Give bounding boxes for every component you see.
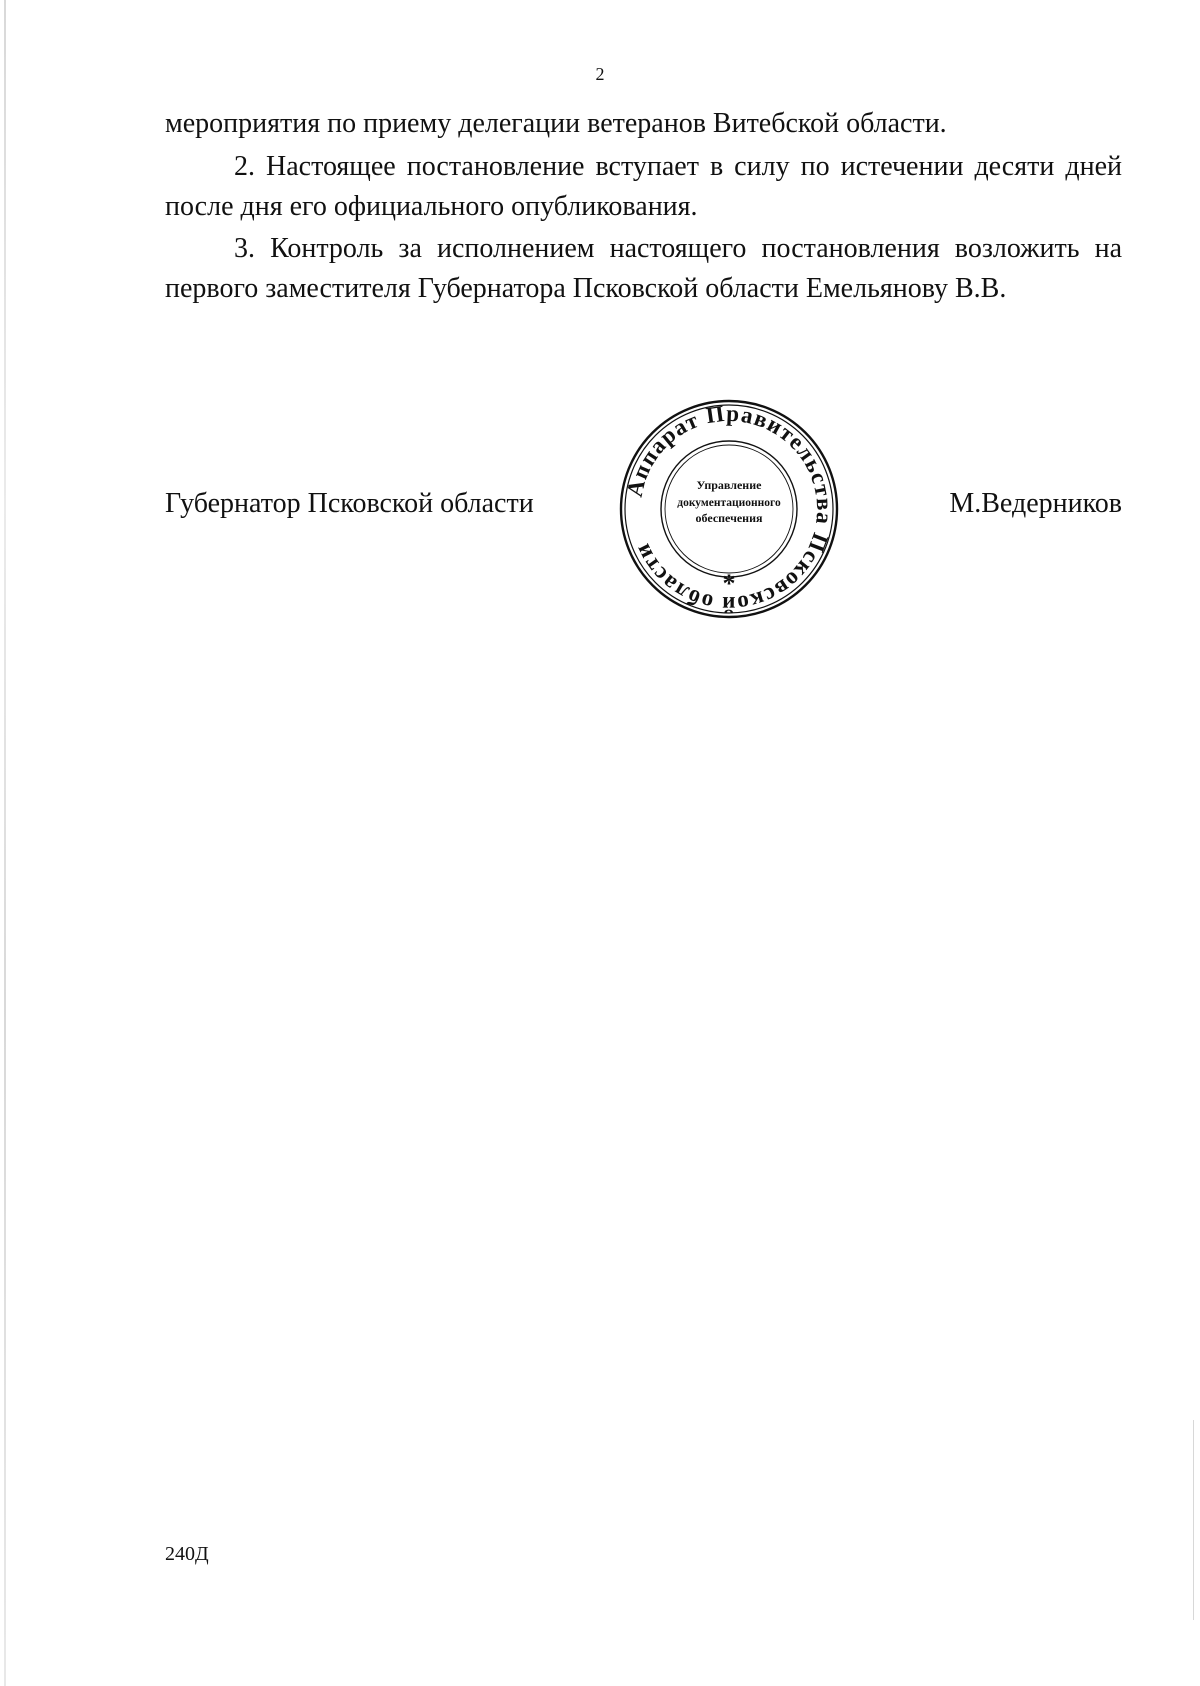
seal-center-line-1: Управление — [696, 478, 762, 492]
seal-ring-text: Аппарат Правительства Псковской области — [621, 400, 838, 618]
seal-center-line-3: обеспечения — [695, 511, 763, 525]
document-code: 240Д — [165, 1543, 209, 1565]
scan-edge-left — [4, 0, 6, 1686]
seal-icon — [617, 397, 841, 621]
page-number: 2 — [595, 64, 605, 84]
seal-star: * — [722, 569, 736, 598]
scan-edge-right — [1193, 1420, 1194, 1620]
signatory-title: Губернатор Псковской области — [165, 488, 534, 519]
official-seal-stamp — [617, 397, 841, 621]
paragraph-3: 3. Контроль за исполнением настоящего постановления возложить на первого заместителя Губернатора Псковской области Емельянову В.В. — [165, 233, 1122, 304]
paragraph-continuation: мероприятия по приему делегации ветеранов Витебской области. — [165, 108, 947, 139]
seal-center-line-2: документационного — [677, 497, 781, 509]
signatory-name: М.Ведерников — [949, 488, 1122, 519]
paragraph-2: 2. Настоящее постановление вступает в силу по истечении десяти дней после дня его официального опубликования. — [165, 151, 1122, 222]
